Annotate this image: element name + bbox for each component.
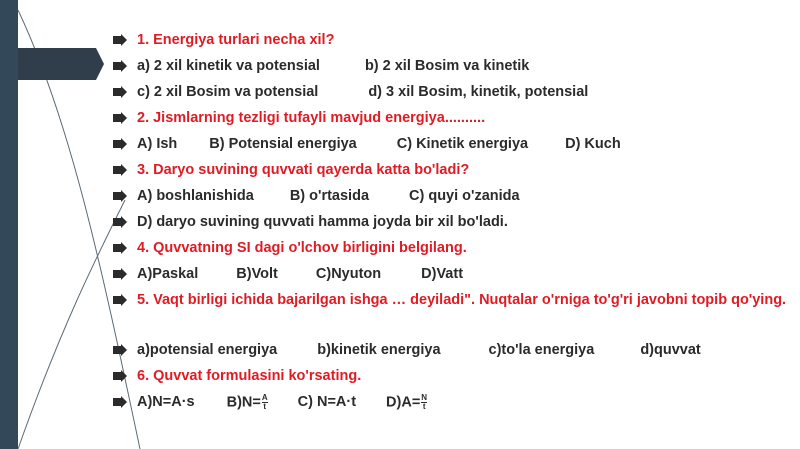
- quiz-slide: [113, 28, 793, 416]
- answer-option: A)Paskal: [137, 266, 199, 282]
- question-line: [113, 28, 793, 54]
- arrow-bullet-icon: [113, 60, 127, 72]
- formula-prefix: B)N=: [226, 394, 261, 411]
- question-line: [113, 236, 793, 262]
- question-line: [113, 288, 793, 338]
- question-text: 1. Energiya turlari necha xil?: [137, 32, 335, 48]
- arrow-bullet-icon: [113, 242, 127, 254]
- fraction-numerator: A: [261, 393, 268, 402]
- arrow-bullet-icon: [113, 86, 127, 98]
- answer-option: B)Volt: [236, 266, 278, 282]
- answer-option: a) 2 xil kinetik va potensial: [137, 58, 320, 74]
- answer-option: D) daryo suvining quvvati hamma joyda bir xil bo'ladi.: [137, 214, 508, 230]
- answer-option: c)to'la energiya: [488, 342, 595, 358]
- answer-option: C) Kinetik energiya: [396, 136, 529, 152]
- answer-option: D)Vatt: [421, 266, 464, 282]
- answer-option: C)Nyuton: [315, 266, 382, 282]
- fraction: [421, 394, 427, 411]
- question-text: 6. Quvvat formulasini ko'rsating.: [137, 368, 362, 384]
- fraction-denominator: t: [263, 402, 267, 411]
- arrow-bullet-icon: [113, 112, 127, 124]
- question-text: 3. Daryo suvining quvvati qayerda katta bo'ladi?: [137, 162, 470, 178]
- answer-option: B) Potensial energiya: [209, 136, 357, 152]
- options-line: [113, 210, 793, 236]
- answer-option: C) N=A·t: [297, 394, 357, 411]
- answer-option: a)potensial energiya: [137, 342, 278, 358]
- answer-option: c) 2 xil Bosim va potensial: [137, 84, 319, 100]
- fraction: [262, 394, 268, 411]
- arrow-bullet-icon: [113, 34, 127, 46]
- answer-option: [386, 394, 427, 411]
- options-line: [113, 262, 793, 288]
- arrow-bullet-icon: [113, 396, 127, 408]
- answer-option: b) 2 xil Bosim va kinetik: [364, 58, 530, 74]
- answer-option: D) Kuch: [565, 136, 621, 152]
- arrow-bullet-icon: [113, 216, 127, 228]
- arrow-bullet-icon: [113, 190, 127, 202]
- question-line: [113, 106, 793, 132]
- options-line: [113, 184, 793, 210]
- fraction-numerator: N: [421, 393, 428, 402]
- options-line: [113, 338, 793, 364]
- answer-option: C) quyi o'zanida: [409, 188, 520, 204]
- options-line: [113, 54, 793, 80]
- answer-option: A) Ish: [137, 136, 178, 152]
- answer-option: B) o'rtasida: [289, 188, 370, 204]
- answer-option: d) 3 xil Bosim, kinetik, potensial: [368, 84, 589, 100]
- answer-option: A) boshlanishida: [137, 188, 254, 204]
- question-text: 2. Jismlarning tezligi tufayli mavjud energiya..........: [137, 110, 486, 126]
- fraction-denominator: t: [422, 402, 426, 411]
- arrow-bullet-icon: [113, 164, 127, 176]
- question-line: [113, 364, 793, 390]
- answer-option: b)kinetik energiya: [317, 342, 441, 358]
- arrow-bullet-icon: [113, 268, 127, 280]
- options-line: [113, 132, 793, 158]
- arrow-bullet-icon: [113, 294, 127, 306]
- answer-option: A)N=A·s: [137, 394, 195, 411]
- options-line: [113, 80, 793, 106]
- formula-options-line: [113, 390, 793, 416]
- answer-option: [227, 394, 268, 411]
- question-text: 4. Quvvatning SI dagi o'lchov birligini belgilang.: [137, 240, 467, 256]
- arrow-bullet-icon: [113, 370, 127, 382]
- question-line: [113, 158, 793, 184]
- question-text: 5. Vaqt birligi ichida bajarilgan ishga … deyiladi". Nuqtalar o'rniga to'g'ri javobni topib qo'ying.: [137, 292, 787, 308]
- formula-prefix: D)A=: [386, 394, 421, 411]
- arrow-bullet-icon: [113, 344, 127, 356]
- arrow-bullet-icon: [113, 138, 127, 150]
- answer-option: d)quvvat: [640, 342, 701, 358]
